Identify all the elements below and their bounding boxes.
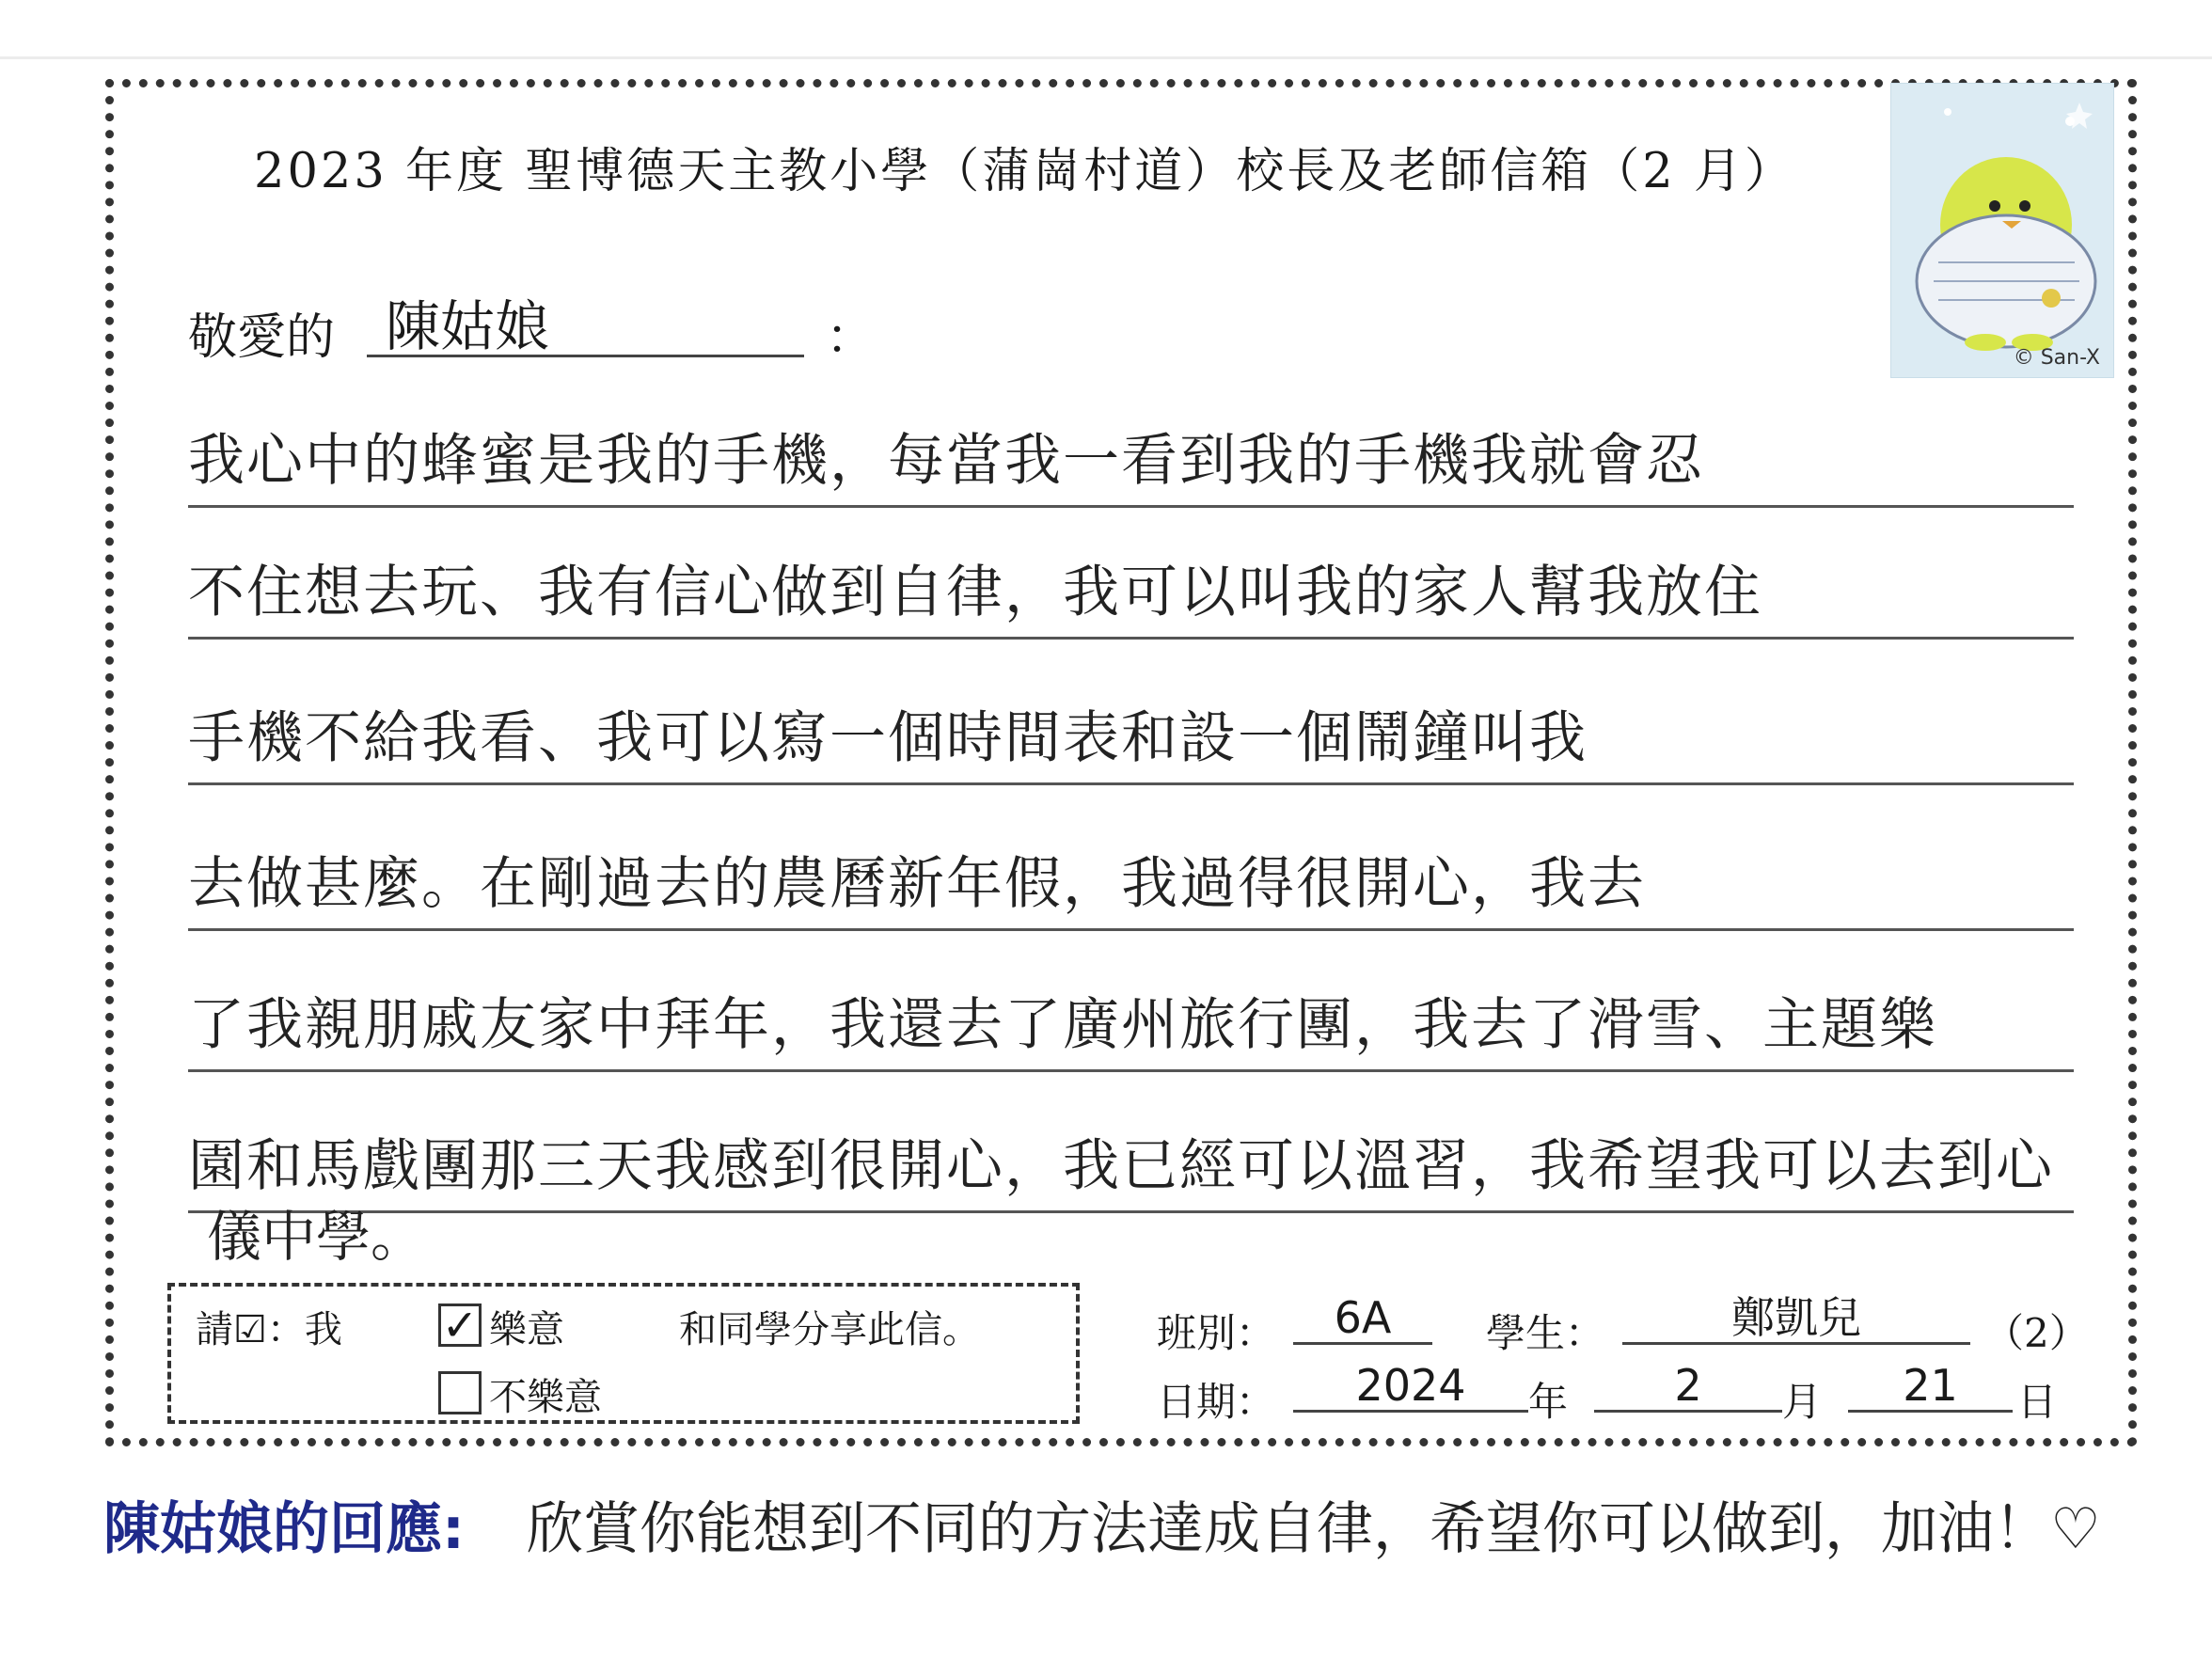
letter-line-2: 不住想去玩、我有信心做到自律，我可以叫我的家人幫我放住 (188, 545, 2074, 640)
class-label: 班別： (1157, 1310, 1276, 1356)
penguin-sticker (1890, 83, 2114, 378)
date-day-unit: 日 (2017, 1379, 2058, 1425)
share-no-checkbox[interactable] (438, 1371, 482, 1414)
letter-title: 2023 年度 聖博德天主教小學（蒲崗村道）校長及老師信箱（2 月） (254, 144, 1795, 199)
letter-line-5: 了我親朋戚友家中拜年，我還去了廣州旅行團，我去了滑雪、主題樂 (188, 978, 2074, 1072)
date-year-unit: 年 (1528, 1379, 1569, 1425)
student-value: 鄭凱兒 (1622, 1292, 1970, 1345)
greeting-colon: ： (826, 309, 876, 366)
share-consent-box (167, 1283, 1080, 1424)
scan-edge-line (0, 56, 2212, 59)
reply-label: 陳姑娘的回應: (103, 1496, 465, 1562)
greeting-name: 陳姑娘 (367, 282, 804, 357)
share-yes-label: 樂意 (489, 1308, 564, 1351)
greeting-label: 敬愛的 (188, 309, 336, 366)
share-suffix: 和同學分享此信。 (679, 1308, 980, 1351)
date-label: 日期： (1157, 1379, 1276, 1425)
date-year-value: 2024 (1293, 1360, 1528, 1413)
share-yes-checkbox[interactable]: ✓ (438, 1304, 482, 1347)
letter-tail: 儀中學。 (207, 1205, 426, 1269)
date-month-value: 2 (1594, 1360, 1782, 1413)
date-day-value: 21 (1848, 1360, 2013, 1413)
penguin-icon (1891, 84, 2113, 377)
student-label: 學生： (1486, 1310, 1605, 1356)
letter-line-1: 我心中的蜂蜜是我的手機，每當我一看到我的手機我就會忍 (188, 414, 2074, 508)
class-value: 6A (1293, 1292, 1432, 1345)
sticker-copyright: © San-X (2013, 346, 2100, 370)
share-prefix: 請☑：我 (196, 1308, 342, 1351)
date-month-unit: 月 (1782, 1379, 1823, 1425)
reply-text: 欣賞你能想到不同的方法達成自律，希望你可以做到，加油！♡ (527, 1496, 2101, 1562)
share-no-label: 不樂意 (489, 1376, 602, 1419)
letter-line-4: 去做甚麼。在剛過去的農曆新年假，我過得很開心，我去 (188, 837, 2074, 931)
letter-line-3: 手機不給我看、我可以寫一個時間表和設一個鬧鐘叫我 (188, 691, 2074, 785)
student-number: （2） (1984, 1310, 2089, 1356)
letter-line-6: 園和馬戲團那三天我感到很開心，我已經可以溫習，我希望我可以去到心 (188, 1119, 2074, 1213)
